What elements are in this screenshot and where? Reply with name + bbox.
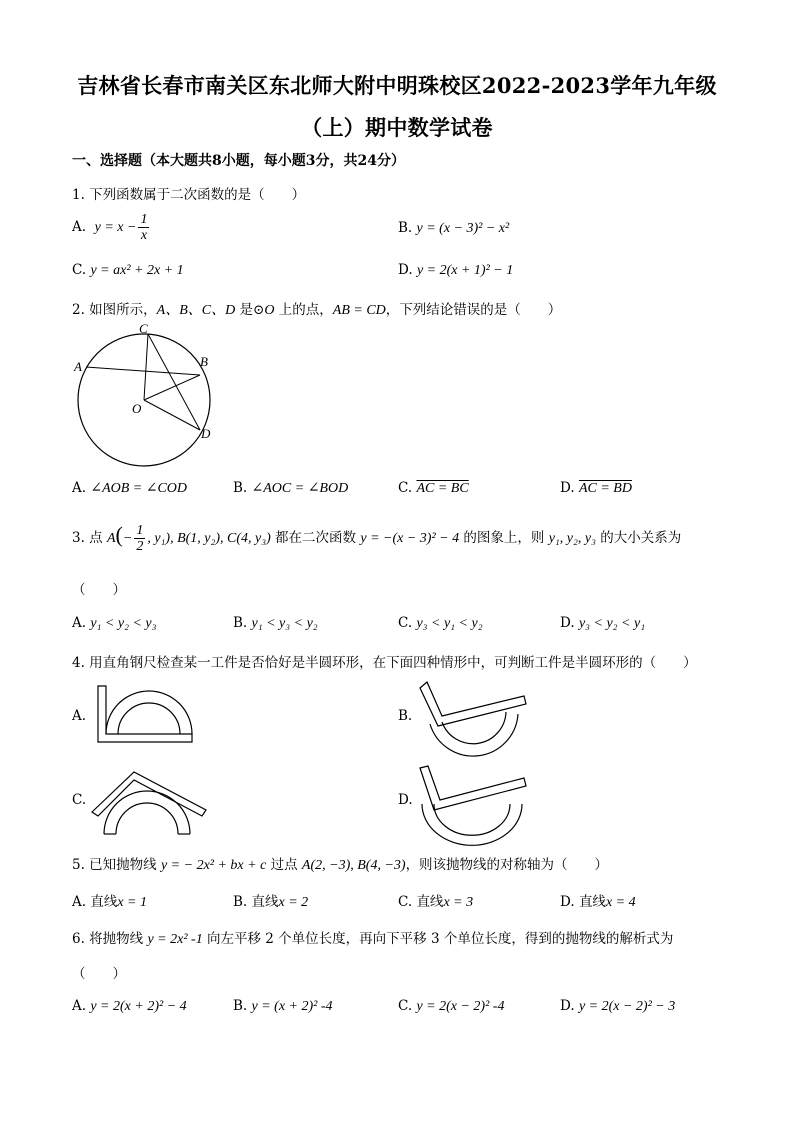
q3-answer-paren: （ ） bbox=[72, 582, 126, 598]
q1-option-b: B. y = (x − 3)² − x² bbox=[398, 220, 510, 236]
question-5-stem: 5. 已知抛物线 y = − 2x² + bx + c 过点 A(2, −3), B(4, −3)，则该抛物线的对称轴为（ ） bbox=[72, 857, 609, 873]
q5-option-a: A. 直线x = 1 bbox=[72, 894, 148, 910]
label-c: C bbox=[139, 321, 148, 336]
question-1-stem: 1. 下列函数属于二次函数的是（ ） bbox=[72, 187, 306, 203]
question-3-stem: 3. 点 A(− $\frac{1}{2}$ , y₁), B(1, y₂), C(4, y₃) 都在二次函数 y = −(x − 3)² − 4 的图象上，则 y₁, y₂, y₃ 的大小关系为 bbox=[72, 522, 682, 554]
segment-oc bbox=[144, 334, 148, 400]
q4-figure-a bbox=[90, 686, 200, 746]
q6-option-d: D. y = 2(x − 2)² − 3 bbox=[560, 998, 676, 1014]
q4-figure-b bbox=[418, 680, 528, 760]
q2-option-c: C. AC = BC bbox=[398, 480, 469, 496]
q3-option-b: B. y₁ < y₃ < y₂ bbox=[233, 615, 318, 631]
q1-option-c: C. y = ax² + 2x + 1 bbox=[72, 262, 184, 278]
q3-option-c: C. y₃ < y₁ < y₂ bbox=[398, 615, 483, 631]
exam-title-line-2: （上）期中数学试卷 bbox=[301, 115, 493, 140]
circle-figure bbox=[70, 318, 220, 468]
label-o: O bbox=[132, 401, 142, 416]
q5-option-c: C. 直线x = 3 bbox=[398, 894, 474, 910]
q5-option-d: D. 直线x = 4 bbox=[560, 894, 636, 910]
q4-option-a-label: A. bbox=[72, 708, 87, 724]
q4-option-d-label: D. bbox=[398, 792, 413, 808]
q5-option-b: B. 直线x = 2 bbox=[233, 894, 309, 910]
section-heading: 一、选择题（本大题共8小题，每小题3分，共24分） bbox=[72, 153, 405, 169]
chord-ab bbox=[86, 367, 200, 375]
q1-option-d: D. y = 2(x + 1)² − 1 bbox=[398, 262, 514, 278]
question-2-stem: 2. 如图所示，A、B、C、D 是⊙O 上的点，AB = CD，下列结论错误的是（ ） bbox=[72, 302, 562, 318]
label-a: A bbox=[74, 359, 82, 374]
question-4-stem: 4. 用直角钢尺检查某一工件是否恰好是半圆环形，在下面四种情形中，可判断工件是半圆环形的（ ） bbox=[72, 655, 697, 671]
q4-option-c-label: C. bbox=[72, 792, 87, 808]
q6-option-a: A. y = 2(x + 2)² − 4 bbox=[72, 998, 187, 1014]
q6-option-b: B. y = (x + 2)² -4 bbox=[233, 998, 333, 1014]
q4-figure-d bbox=[414, 764, 534, 844]
label-d: D bbox=[201, 426, 211, 441]
exam-title-line-1: 吉林省长春市南关区东北师大附中明珠校区2022-2023学年九年级 bbox=[77, 73, 717, 98]
q4-figure-c bbox=[90, 768, 210, 838]
q2-option-a: A. ∠AOB = ∠COD bbox=[72, 480, 188, 496]
q1-option-a: A. y = x − $\frac{1}{x}$ bbox=[72, 212, 148, 243]
label-b: B bbox=[200, 354, 208, 369]
q6-option-c: C. y = 2(x − 2)² -4 bbox=[398, 998, 505, 1014]
q3-option-a: A. y₁ < y₂ < y₃ bbox=[72, 615, 157, 631]
q3-option-d: D. y₃ < y₂ < y₁ bbox=[560, 615, 646, 631]
question-6-stem: 6. 将抛物线 y = 2x² -1 向左平移 2 个单位长度，再向下平移 3 个单位长度，得到的抛物线的解析式为 bbox=[72, 931, 674, 947]
q6-answer-paren: （ ） bbox=[72, 966, 126, 982]
q4-option-b-label: B. bbox=[398, 708, 413, 724]
q2-option-d: D. AC = BD bbox=[560, 480, 632, 496]
q2-option-b: B. ∠AOC = ∠BOD bbox=[233, 480, 349, 496]
